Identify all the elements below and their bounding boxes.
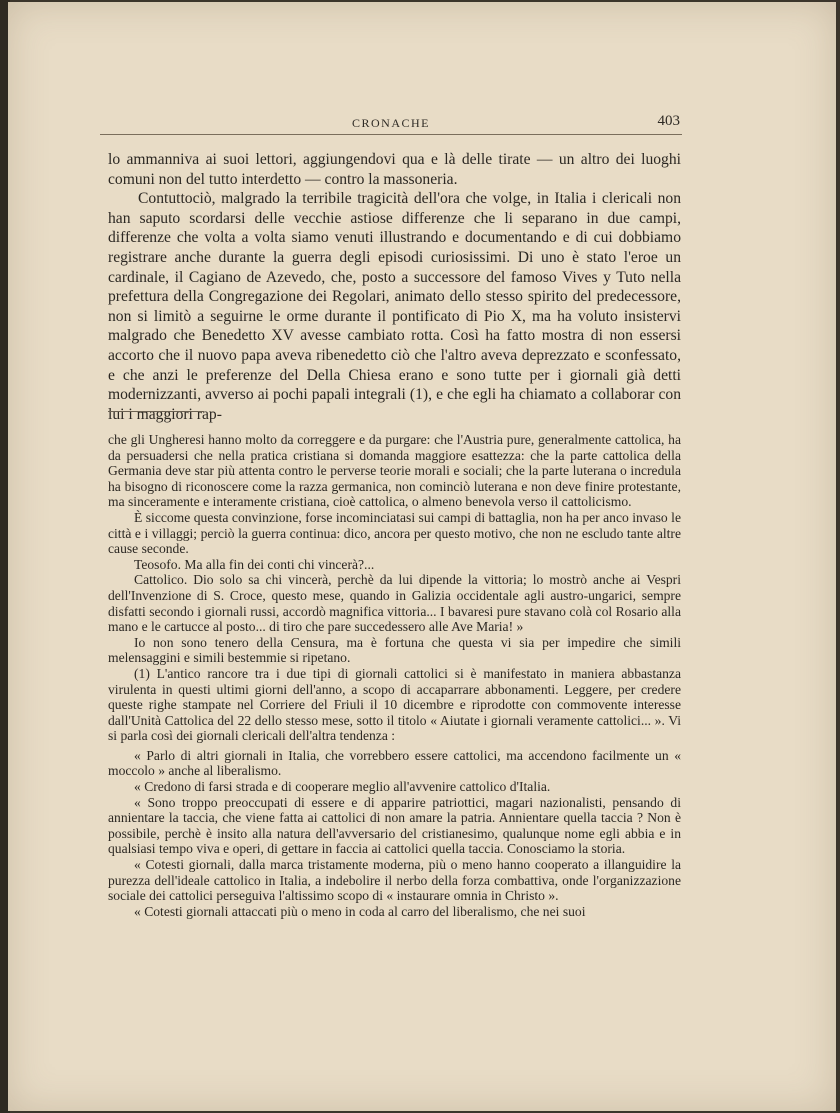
page-number: 403 xyxy=(657,113,680,129)
main-text xyxy=(108,150,681,424)
footnote-paragraph: Io non sono tenero della Censura, ma è fortuna che questa vi sia per impedire che simili melensaggini e simili bestemmie si ripetano. xyxy=(108,634,681,666)
footnote-paragraph: Teosofo. Ma alla fin dei conti chi vincerà?... xyxy=(134,556,375,572)
footnote-paragraph: Cattolico. Dio solo sa chi vincerà, perchè da lui dipende la vittoria; lo mostrò anche ai Vespri dell'Invenzione di S. Croce, questo mese, quando in Galizia occidentale agli austro-ungarici, sempre disfatti secondo i giornali russi, accordò magnifica vittoria... I bavaresi pure stavano colà col Rosario alla mano e le cartucce al posto... di tiro che pare succedessero alle Ave Maria! » xyxy=(108,572,681,635)
footnotes xyxy=(108,432,681,919)
footnote-paragraph: « Credono di farsi strada e di cooperare meglio all'avvenire cattolico d'Italia. xyxy=(134,779,551,795)
footnote-paragraph: « Cotesti giornali attaccati più o meno in coda al carro del liberalismo, che nei suoi xyxy=(134,903,586,919)
footnote-paragraph: « Cotesti giornali, dalla marca tristamente moderna, più o meno hanno cooperato a illanguidire la purezza dell'ideale cattolico in Italia, a indebolire il nerbo della forza combattiva, onde l'organizzazione sociale dei cattolici perseguiva l'altissimo scopo di « instaurare omnia in Christo ». xyxy=(108,857,681,904)
footnote-paragraph: « Sono troppo preoccupati di essere e di apparire patriottici, magari nazionalisti, pensando di annientare la taccia, che viene fatta ai cattolici di non amare la patria. Annientare quella taccia ? Non è possibile, perchè è insito alla natura dell'avversario del cristianesimo, qualunque nome egli abbia e in qualsiasi tempo viva e operi, di gettare in faccia ai cattolici quella taccia. Conosciamo la storia. xyxy=(108,794,681,857)
page-header xyxy=(100,114,682,135)
footnote-divider xyxy=(108,411,204,412)
footnote-paragraph: « Parlo di altri giornali in Italia, che vorrebbero essere cattolici, ma accendono facilmente un « moccolo » anche al liberalismo. xyxy=(108,747,681,779)
body-paragraph: Contuttociò, malgrado la terribile tragicità dell'ora che volge, in Italia i clericali non han saputo scordarsi delle vecchie astiose differenze che li separano in due campi, differenze che volta a volta siamo venuti illustrando e documentando e di cui dobbiamo registrare anche durante la guerra degli episodi curiosissimi. Di uno è stato l'eroe un cardinale, il Cagiano de Azevedo, che, posto a successore del famoso Vives y Tuto nella prefettura della Congregazione dei Regolari, animato dello stesso spirito del predecessore, non si limitò a seguirne le orme durante il pontificato di Pio X, ma ha voluto insistervi malgrado che Benedetto XV avesse cambiato rotta. Così ha fatto mostra di non essersi accorto che il nuovo papa aveva ribenedetto ciò che l'altro aveva deprezzato e sconfessato, e che anzi le preferenze del Della Chiesa erano e sono tutte per i giornali già detti modernizzanti, avverso ai pochi papali integrali (1), e che egli ha chiamato a collaborar con lui i maggiori rap- xyxy=(108,190,681,423)
running-head: CRONACHE xyxy=(351,116,430,130)
body-paragraph: lo ammanniva ai suoi lettori, aggiungendovi qua e là delle tirate — un altro dei luoghi comuni non del tutto interdetto — contro la massoneria. xyxy=(108,151,681,188)
footnote-paragraph: che gli Ungheresi hanno molto da correggere e da purgare: che l'Austria pure, generalmente cattolica, ha da persuadersi che nella pratica cristiana si domanda maggiore esattezza: che la parte cattolica della Germania deve star più attenta contro le perverse teorie morali e sociali; che la parte luterana o incredula ha bisogno di riconoscere come la razza germanica, non cominciò luterana e non deve finire protestante, ma sinceramente e interamente cristiana, cioè cattolica, o almeno benevola verso il cattolicismo. xyxy=(108,432,681,510)
footnote-paragraph: (1) L'antico rancore tra i due tipi di giornali cattolici si è manifestato in maniera abbastanza virulenta in questi ultimi giorni dell'anno, a scopo di accaparrare abbonamenti. Leggere, per credere queste righe stampate nel Corriere del Friuli il 10 dicembre e riprodotte con commovente interesse dall'Unità Cattolica del 22 dello stesso mese, sotto il titolo « Aiutate i giornali veramente cattolici... ». Vi si parla così dei giornali clericali dell'altra tendenza : xyxy=(108,665,681,744)
footnote-paragraph: È siccome questa convinzione, forse incominciatasi sui campi di battaglia, non ha per anco invaso le città e i villaggi; perciò la guerra continua: dico, ancora per questo motivo, che non ne escludo tante altre cause seconde. xyxy=(108,509,681,557)
